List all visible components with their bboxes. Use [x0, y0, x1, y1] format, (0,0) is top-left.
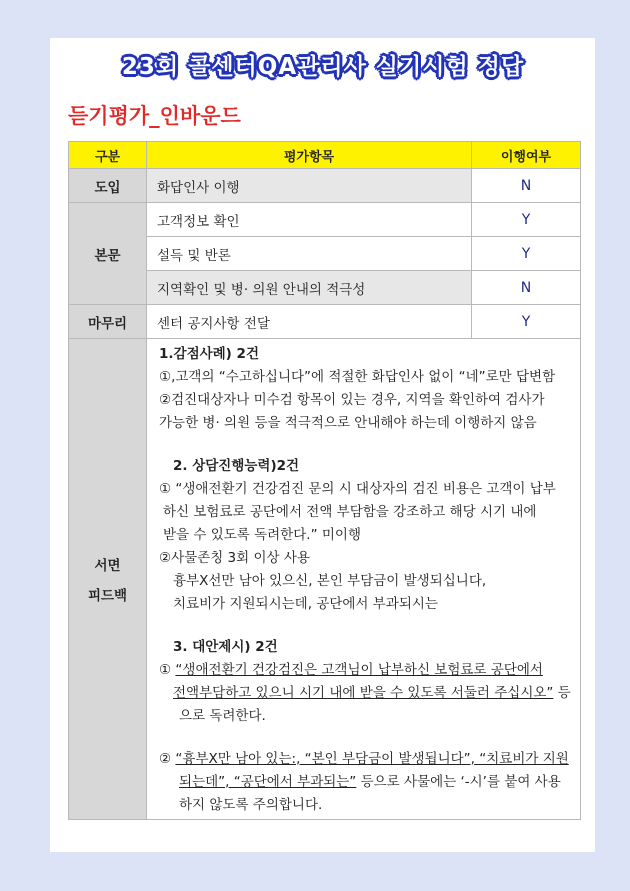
table-row [69, 169, 581, 203]
result-cell: Y [472, 305, 581, 339]
evaluation-table [68, 141, 581, 820]
feedback-line [159, 682, 572, 705]
feedback-line: 치료비가 지원되시는데, 공단에서 부과되시는 [173, 596, 438, 612]
feedback-line [159, 748, 572, 771]
table-row [69, 305, 581, 339]
result-cell: N [472, 271, 581, 305]
feedback-category-line1: 서면 [94, 558, 121, 574]
column-header-result: 이행여부 [472, 142, 581, 169]
underlined-text: “흉부X만 남아 있는:, “본인 부담금이 발생됩니다”, “치료비가 지원 [175, 751, 569, 767]
feedback-text: 등 [553, 685, 571, 701]
category-cell: 마무리 [69, 305, 147, 339]
feedback-section-1-heading: 1.감점사례) 2건 [159, 346, 259, 362]
feedback-line: ①,고객의 “수고하십니다”에 적절한 화답인사 없이 “네”로만 답변함 [159, 369, 556, 385]
section-title: 듣기평가_인바운드 [68, 104, 241, 128]
circled-number-2: ② [159, 751, 176, 767]
item-cell: 화답인사 이행 [147, 169, 472, 203]
result-cell: Y [472, 203, 581, 237]
feedback-line: 받을 수 있도록 독려한다.” 미이행 [163, 527, 361, 543]
feedback-line: ②검진대상자나 미수검 항목이 있는 경우, 지역을 확인하여 검사가 [159, 392, 545, 408]
category-cell: 본문 [69, 203, 147, 305]
category-cell: 도입 [69, 169, 147, 203]
answer-sheet-page [50, 38, 595, 852]
feedback-line: 흉부X선만 남아 있으신, 본인 부담금이 발생되십니다, [173, 573, 487, 589]
feedback-section-3-heading: 3. 대안제시) 2건 [173, 639, 278, 655]
feedback-line: 하신 보험료로 공단에서 전액 부담함을 강조하고 해당 시기 내에 [163, 504, 537, 520]
underlined-text: 전액부담하고 있으니 시기 내에 받을 수 있도록 서둘러 주십시오” [173, 685, 554, 701]
feedback-text: 등으로 사물에는 ‘-시’를 붙여 사용 [356, 774, 561, 790]
item-cell: 고객정보 확인 [147, 203, 472, 237]
feedback-line [159, 771, 572, 794]
underlined-text: “생애전환기 건강검진은 고객님이 납부하신 보험료로 공단에서 [175, 662, 543, 678]
feedback-line: ① “생애전환기 건강검진 문의 시 대상자의 검진 비용은 고객이 납부 [159, 481, 556, 497]
underlined-text: 되는데”, “공단에서 부과되는” [179, 774, 357, 790]
table-row [69, 203, 581, 237]
item-cell: 설득 및 반론 [147, 237, 472, 271]
feedback-line: 으로 독려한다. [179, 708, 266, 724]
result-cell: N [472, 169, 581, 203]
circled-number-1: ① [159, 662, 176, 678]
feedback-category-cell [69, 339, 147, 820]
feedback-line: ②사물존칭 3회 이상 사용 [159, 550, 310, 566]
feedback-line: 하지 않도록 주의합니다. [179, 797, 323, 813]
table-header-row [69, 142, 581, 169]
feedback-row [69, 339, 581, 820]
banner-title: 23회 콜센터QA관리사 실기시험 정답 [121, 53, 525, 80]
title-banner [76, 46, 570, 82]
feedback-line: 가능한 병· 의원 등을 적극적으로 안내해야 하는데 이행하지 않음 [159, 415, 537, 431]
feedback-cell [147, 339, 581, 820]
result-cell: Y [472, 237, 581, 271]
item-cell: 지역확인 및 병· 의원 안내의 적극성 [147, 271, 472, 305]
column-header-category: 구분 [69, 142, 147, 169]
feedback-category-line2: 피드백 [87, 588, 128, 604]
item-cell: 센터 공지사항 전달 [147, 305, 472, 339]
feedback-line [159, 659, 572, 682]
column-header-item: 평가항목 [147, 142, 472, 169]
feedback-section-2-heading: 2. 상담진행능력)2건 [173, 458, 300, 474]
